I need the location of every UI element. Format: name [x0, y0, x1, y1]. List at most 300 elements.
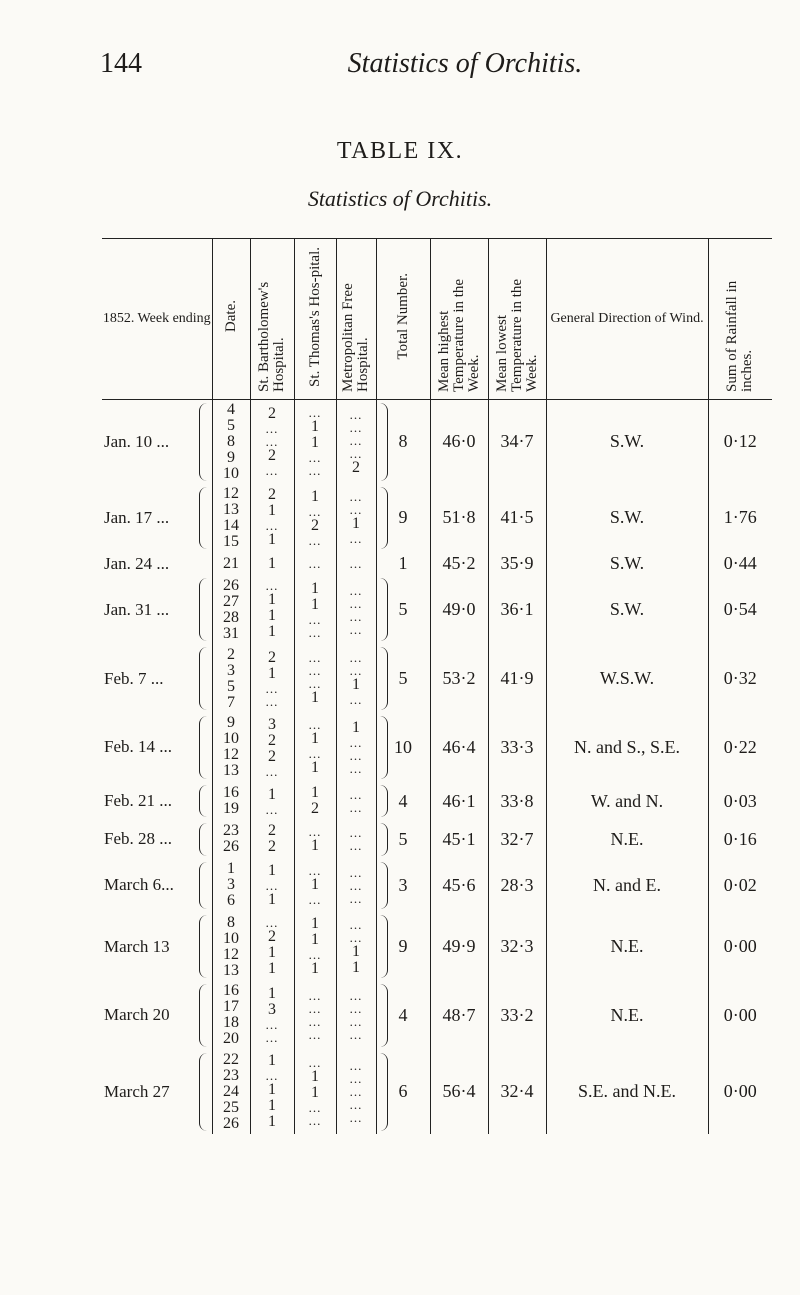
table-title: TABLE IX.	[336, 138, 464, 164]
metropolitan-cell-value: ...	[349, 1014, 363, 1030]
thomas-cell-value: 1	[311, 836, 319, 854]
thomas-cell-stack	[295, 916, 336, 977]
thomas-cell-stack	[295, 557, 336, 570]
rainfall-cell-value: 0·02	[723, 874, 757, 895]
metropolitan-cell	[336, 484, 376, 553]
header-total-label: Total Number.	[394, 273, 411, 360]
thomas-cell	[294, 552, 336, 575]
wind-cell-value: S.W.	[609, 431, 645, 452]
bartholomew-cell	[250, 1050, 294, 1134]
thomas-cell-stack	[295, 1056, 336, 1127]
date-cell-stack	[213, 983, 250, 1047]
metropolitan-cell-value: ...	[349, 663, 363, 679]
date-cell-stack	[213, 1052, 250, 1132]
metropolitan-cell-value: ...	[349, 650, 363, 666]
left-brace	[199, 862, 208, 910]
date-cell-stack	[213, 578, 250, 642]
metropolitan-cell-value: ...	[349, 489, 363, 505]
week-row	[102, 484, 772, 553]
low-temp-cell	[488, 400, 546, 484]
right-brace	[379, 984, 388, 1047]
right-brace	[379, 403, 388, 481]
bartholomew-cell-value: 2	[268, 928, 276, 946]
week-label-text: March 6...	[104, 875, 174, 895]
date-cell-value: 31	[223, 624, 239, 642]
table-body	[102, 400, 772, 1134]
metropolitan-cell-value: 1	[352, 718, 360, 736]
date-cell	[212, 1050, 250, 1134]
thomas-cell-value: ...	[308, 863, 322, 879]
metropolitan-cell	[336, 575, 376, 644]
metropolitan-cell	[336, 912, 376, 981]
thomas-cell-value: ...	[308, 663, 322, 679]
date-cell-value: 7	[227, 693, 235, 711]
thomas-cell-value: 1	[311, 487, 319, 505]
metropolitan-cell-value: 2	[352, 458, 360, 476]
metropolitan-cell-value: ...	[349, 988, 363, 1004]
metropolitan-cell-value: ...	[349, 734, 363, 750]
bartholomew-cell-value: 2	[268, 747, 276, 765]
bartholomew-cell-value: 1	[268, 985, 276, 1003]
week-label-text: March 27	[104, 1081, 170, 1101]
bartholomew-cell-value: 2	[268, 486, 276, 504]
week-row	[102, 820, 772, 858]
left-brace	[199, 1053, 208, 1131]
low-temp-cell-value: 35·9	[500, 553, 534, 574]
high-temp-cell	[430, 400, 488, 484]
low-temp-cell-value: 32·3	[500, 936, 534, 957]
week-label	[102, 713, 212, 782]
total-cell-value: 6	[398, 1081, 408, 1102]
date-cell	[212, 644, 250, 713]
high-temp-cell	[430, 981, 488, 1050]
low-temp-cell-value: 36·1	[500, 599, 534, 620]
rainfall-cell	[708, 713, 772, 782]
date-cell-stack	[213, 556, 250, 572]
bartholomew-cell-value: 2	[268, 731, 276, 749]
low-temp-cell	[488, 713, 546, 782]
week-label	[102, 644, 212, 713]
header-bartholomew	[250, 239, 294, 400]
bartholomew-cell-value: 2	[268, 648, 276, 666]
wind-cell	[546, 552, 708, 575]
metropolitan-cell-value: 1	[352, 942, 360, 960]
thomas-cell-value: 1	[311, 960, 319, 978]
rainfall-cell	[708, 575, 772, 644]
date-cell-stack	[213, 715, 250, 779]
week-label-text: Feb. 28 ...	[104, 829, 172, 849]
metropolitan-cell	[336, 400, 376, 484]
date-cell-stack	[213, 823, 250, 855]
metropolitan-cell	[336, 552, 376, 575]
right-brace	[379, 785, 388, 817]
left-brace	[199, 487, 208, 550]
right-brace	[379, 487, 388, 550]
thomas-cell-value: ...	[308, 1014, 322, 1030]
low-temp-cell-value: 41·5	[500, 507, 534, 528]
metropolitan-cell-value: ...	[349, 1001, 363, 1017]
thomas-cell	[294, 644, 336, 713]
total-cell	[376, 644, 430, 713]
date-cell-value: 12	[223, 746, 239, 764]
bartholomew-cell-value: 2	[268, 822, 276, 840]
metropolitan-cell-value: ...	[349, 1058, 363, 1074]
high-temp-cell	[430, 644, 488, 713]
metropolitan-cell-value: ...	[349, 608, 363, 624]
date-cell-value: 21	[223, 554, 239, 572]
date-cell-value: 23	[223, 822, 239, 840]
total-cell	[376, 400, 430, 484]
week-label-text: Feb. 21 ...	[104, 791, 172, 811]
rainfall-cell-value: 0·22	[723, 736, 757, 757]
wind-cell	[546, 820, 708, 858]
date-cell	[212, 400, 250, 484]
high-temp-cell-value: 49·9	[442, 936, 476, 957]
wind-cell-value: S.W.	[609, 507, 645, 528]
wind-cell	[546, 912, 708, 981]
thomas-cell-value: ...	[308, 405, 322, 421]
bartholomew-cell-stack	[251, 823, 294, 855]
low-temp-cell-value: 32·7	[500, 828, 534, 849]
week-row	[102, 400, 772, 484]
metropolitan-cell-value: ...	[349, 760, 363, 776]
date-cell-value: 26	[223, 838, 239, 856]
date-cell-value: 1	[227, 860, 235, 878]
week-label	[102, 782, 212, 820]
date-cell-value: 8	[227, 913, 235, 931]
metropolitan-cell	[336, 644, 376, 713]
metropolitan-cell-value: 1	[352, 958, 360, 976]
rainfall-cell	[708, 859, 772, 913]
low-temp-cell	[488, 575, 546, 644]
low-temp-cell	[488, 484, 546, 553]
date-cell-value: 28	[223, 608, 239, 626]
high-temp-cell-value: 46·1	[442, 790, 476, 811]
thomas-cell-value: ...	[308, 823, 322, 839]
metropolitan-cell-stack	[337, 989, 376, 1041]
date-cell-value: 26	[223, 1114, 239, 1132]
high-temp-cell-value: 45·1	[442, 828, 476, 849]
metropolitan-cell-stack	[337, 826, 376, 852]
low-temp-cell	[488, 1050, 546, 1134]
total-cell-value: 3	[398, 874, 408, 895]
table-header-row	[102, 239, 772, 400]
bartholomew-cell-value: ...	[265, 1068, 279, 1084]
rainfall-cell	[708, 1050, 772, 1134]
wind-cell-value: N.E.	[610, 936, 644, 957]
total-cell-value: 5	[398, 668, 408, 689]
low-temp-cell	[488, 859, 546, 913]
week-label-text: Jan. 10 ...	[104, 431, 170, 451]
high-temp-cell	[430, 484, 488, 553]
bartholomew-cell-value: ...	[265, 421, 279, 437]
thomas-cell-value: ...	[308, 611, 322, 627]
thomas-cell-stack	[295, 864, 336, 906]
low-temp-cell	[488, 644, 546, 713]
metropolitan-cell-value: ...	[349, 825, 363, 841]
running-title: Statistics of Orchitis.	[347, 48, 583, 79]
wind-cell-value: S.W.	[609, 553, 645, 574]
date-cell-stack	[213, 915, 250, 979]
date-cell-value: 10	[223, 929, 239, 947]
page-number: 144	[100, 48, 142, 79]
thomas-cell-value: 2	[311, 800, 319, 818]
week-label-text: Feb. 14 ...	[104, 737, 172, 757]
total-cell	[376, 575, 430, 644]
low-temp-cell	[488, 981, 546, 1050]
thomas-cell-value: ...	[308, 988, 322, 1004]
date-cell-value: 12	[223, 945, 239, 963]
high-temp-cell	[430, 912, 488, 981]
wind-cell-value: S.W.	[609, 599, 645, 620]
metropolitan-cell-value: ...	[349, 582, 363, 598]
bartholomew-cell-value: 1	[268, 944, 276, 962]
header-wind	[546, 239, 708, 400]
date-cell-stack	[213, 785, 250, 817]
thomas-cell-value: ...	[308, 717, 322, 733]
left-brace	[199, 915, 208, 978]
date-cell	[212, 981, 250, 1050]
wind-cell-value: N. and S., S.E.	[573, 736, 680, 757]
date-cell-value: 8	[227, 432, 235, 450]
bartholomew-cell	[250, 820, 294, 858]
metropolitan-cell-value: ...	[349, 445, 363, 461]
date-cell-value: 16	[223, 982, 239, 1000]
rainfall-cell	[708, 981, 772, 1050]
high-temp-cell	[430, 820, 488, 858]
high-temp-cell-value: 45·6	[442, 874, 476, 895]
bartholomew-cell-value: 1	[268, 861, 276, 879]
thomas-cell-value: 1	[311, 876, 319, 894]
thomas-cell-value: ...	[308, 676, 322, 692]
week-label	[102, 484, 212, 553]
metropolitan-cell-value: ...	[349, 621, 363, 637]
bartholomew-cell-value: ...	[265, 763, 279, 779]
metropolitan-cell-value: ...	[349, 406, 363, 422]
total-cell	[376, 981, 430, 1050]
rainfall-cell-value: 0·44	[723, 553, 757, 574]
metropolitan-cell-value: ...	[349, 556, 363, 572]
bartholomew-cell-value: ...	[265, 434, 279, 450]
week-label	[102, 1050, 212, 1134]
thomas-cell	[294, 713, 336, 782]
week-label	[102, 552, 212, 575]
thomas-cell-value: ...	[308, 532, 322, 548]
high-temp-cell	[430, 1050, 488, 1134]
header-high-label: Mean highest Temperature in the Week.	[435, 278, 482, 392]
high-temp-cell-value: 49·0	[442, 599, 476, 620]
week-label-text: March 20	[104, 1005, 170, 1025]
thomas-cell-value: 2	[311, 516, 319, 534]
bartholomew-cell-stack	[251, 986, 294, 1044]
thomas-cell	[294, 981, 336, 1050]
bartholomew-cell-stack	[251, 717, 294, 778]
date-cell	[212, 820, 250, 858]
date-cell	[212, 575, 250, 644]
date-cell	[212, 782, 250, 820]
date-cell-value: 12	[223, 484, 239, 502]
metropolitan-cell-value: ...	[349, 1110, 363, 1126]
bartholomew-cell	[250, 400, 294, 484]
metropolitan-cell-stack	[337, 720, 376, 775]
left-brace	[199, 647, 208, 710]
bartholomew-cell-value: 1	[268, 591, 276, 609]
thomas-cell-stack	[295, 406, 336, 477]
date-cell-stack	[213, 486, 250, 550]
week-row	[102, 713, 772, 782]
high-temp-cell-value: 45·2	[442, 553, 476, 574]
bartholomew-cell-value: 1	[268, 664, 276, 682]
thomas-cell-value: 1	[311, 1084, 319, 1102]
low-temp-cell-value: 28·3	[500, 874, 534, 895]
date-cell-value: 24	[223, 1082, 239, 1100]
rainfall-cell	[708, 484, 772, 553]
metropolitan-cell-value: ...	[349, 800, 363, 816]
rainfall-cell-value: 0·00	[723, 1081, 757, 1102]
header-wind-label: General Direction of Wind.	[550, 311, 704, 326]
week-label-text: Jan. 24 ...	[104, 553, 170, 573]
thomas-cell-value: 1	[311, 1068, 319, 1086]
header-metropolitan-label: Metropolitan Free Hospital.	[340, 282, 371, 392]
thomas-cell-stack	[295, 651, 336, 706]
thomas-cell	[294, 912, 336, 981]
metropolitan-cell-value: ...	[349, 929, 363, 945]
bartholomew-cell-value: 2	[268, 838, 276, 856]
thomas-cell-value: 1	[311, 730, 319, 748]
right-brace	[379, 1053, 388, 1131]
week-row	[102, 552, 772, 575]
right-brace	[379, 716, 388, 779]
rainfall-cell-value: 0·12	[723, 431, 757, 452]
low-temp-cell-value: 33·8	[500, 790, 534, 811]
bartholomew-cell-value: ...	[265, 518, 279, 534]
thomas-cell-value: 1	[311, 418, 319, 436]
date-cell-value: 9	[227, 448, 235, 466]
total-cell	[376, 820, 430, 858]
thomas-cell-value: 1	[311, 689, 319, 707]
left-brace	[199, 716, 208, 779]
total-cell-value: 5	[398, 599, 408, 620]
date-cell	[212, 552, 250, 575]
metropolitan-cell-stack	[337, 490, 376, 545]
thomas-cell-value: 1	[311, 931, 319, 949]
bartholomew-cell	[250, 552, 294, 575]
low-temp-cell-value: 41·9	[500, 668, 534, 689]
total-cell	[376, 912, 430, 981]
left-brace	[199, 403, 208, 481]
total-cell-value: 10	[394, 736, 412, 757]
date-cell-value: 13	[223, 500, 239, 518]
metropolitan-cell-value: 1	[352, 676, 360, 694]
header-thomas-label: St. Thomas's Hos-pital.	[306, 246, 323, 387]
wind-cell	[546, 400, 708, 484]
total-cell-value: 4	[398, 790, 408, 811]
metropolitan-cell-stack	[337, 408, 376, 476]
thomas-cell-value: ...	[308, 503, 322, 519]
total-cell-value: 8	[398, 431, 408, 452]
date-cell-value: 19	[223, 800, 239, 818]
thomas-cell-value: 1	[311, 434, 319, 452]
metropolitan-cell-stack	[337, 866, 376, 905]
bartholomew-cell-value: 3	[268, 1001, 276, 1019]
date-cell-stack	[213, 402, 250, 482]
week-row	[102, 782, 772, 820]
thomas-cell-value: 1	[311, 784, 319, 802]
wind-cell	[546, 1050, 708, 1134]
metropolitan-cell-value: ...	[349, 419, 363, 435]
thomas-cell-stack	[295, 989, 336, 1041]
date-cell-value: 6	[227, 892, 235, 910]
rainfall-cell	[708, 644, 772, 713]
low-temp-cell-value: 32·4	[500, 1081, 534, 1102]
date-cell-value: 10	[223, 730, 239, 748]
metropolitan-cell-value: ...	[349, 502, 363, 518]
metropolitan-cell-value: ...	[349, 916, 363, 932]
rainfall-cell-value: 0·54	[723, 599, 757, 620]
bartholomew-cell-value: 1	[268, 554, 276, 572]
thomas-cell-value: ...	[308, 746, 322, 762]
rainfall-cell-value: 1·76	[723, 507, 757, 528]
thomas-cell-value: ...	[308, 1001, 322, 1017]
week-row	[102, 912, 772, 981]
week-label	[102, 859, 212, 913]
bartholomew-cell-value: 1	[268, 531, 276, 549]
metropolitan-cell-value: ...	[349, 692, 363, 708]
header-date	[212, 239, 250, 400]
thomas-cell-value: 1	[311, 595, 319, 613]
wind-cell-value: W. and N.	[590, 790, 664, 811]
date-cell-value: 22	[223, 1050, 239, 1068]
bartholomew-cell-value: ...	[265, 1030, 279, 1046]
high-temp-cell	[430, 713, 488, 782]
date-cell-value: 25	[223, 1098, 239, 1116]
wind-cell-value: S.E. and N.E.	[578, 1081, 676, 1102]
bartholomew-cell-stack	[251, 556, 294, 572]
wind-cell-value: N.E.	[610, 1004, 644, 1025]
header-date-label: Date.	[222, 300, 239, 333]
thomas-cell-value: 1	[311, 579, 319, 597]
bartholomew-cell-value: ...	[265, 578, 279, 594]
thomas-cell	[294, 1050, 336, 1134]
bartholomew-cell-value: 1	[268, 502, 276, 520]
bartholomew-cell-value: 1	[268, 785, 276, 803]
date-cell-value: 27	[223, 592, 239, 610]
wind-cell	[546, 782, 708, 820]
thomas-cell-value: ...	[308, 947, 322, 963]
statistics-table	[102, 238, 772, 1134]
bartholomew-cell-value: 1	[268, 1097, 276, 1115]
date-cell-stack	[213, 861, 250, 909]
date-cell-value: 10	[223, 464, 239, 482]
total-cell	[376, 782, 430, 820]
week-label-text: Feb. 7 ...	[104, 668, 164, 688]
date-cell	[212, 912, 250, 981]
page-header	[0, 48, 800, 88]
date-cell-value: 5	[227, 677, 235, 695]
low-temp-cell-value: 33·2	[500, 1004, 534, 1025]
low-temp-cell	[488, 782, 546, 820]
week-label	[102, 820, 212, 858]
thomas-cell-value: ...	[308, 1027, 322, 1043]
metropolitan-cell-value: ...	[349, 787, 363, 803]
bartholomew-cell-value: ...	[265, 1017, 279, 1033]
date-cell-value: 14	[223, 516, 239, 534]
bartholomew-cell-stack	[251, 787, 294, 816]
thomas-cell-stack	[295, 785, 336, 817]
high-temp-cell-value: 46·4	[442, 736, 476, 757]
bartholomew-cell	[250, 644, 294, 713]
header-metropolitan	[336, 239, 376, 400]
